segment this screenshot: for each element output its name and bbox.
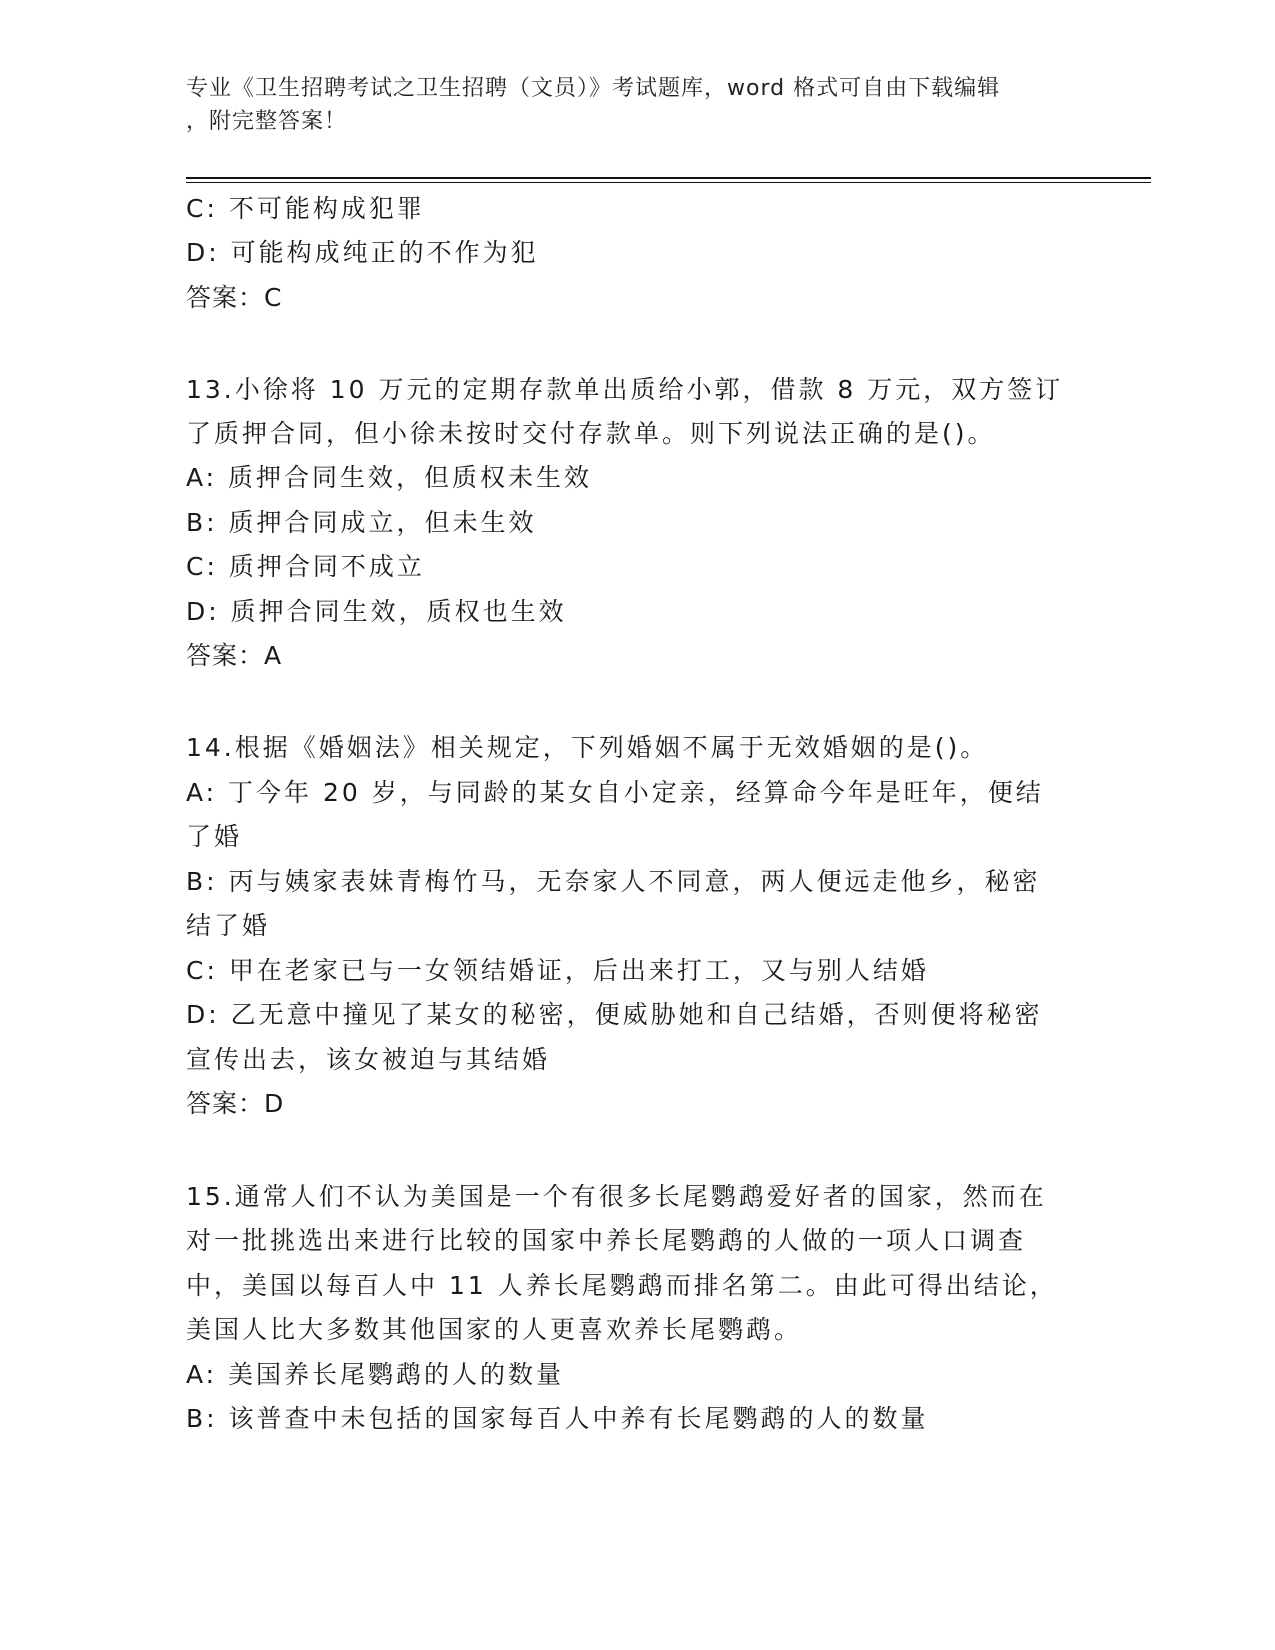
q14-option-b-line-2: 结了婚 <box>186 911 271 940</box>
q15-stem-line-4: 美国人比大多数其他国家的人更喜欢养长尾鹦鹉。 <box>186 1315 803 1344</box>
prev-answer: 答案：C <box>186 283 283 312</box>
q13-option-d: D: 质押合同生效，质权也生效 <box>186 597 567 626</box>
q14-option-b-line-1: B: 丙与姨家表妹青梅竹马，无奈家人不同意，两人便远走他乡，秘密 <box>186 867 1041 896</box>
header-line-2: ，附完整答案！ <box>186 109 348 134</box>
q14-stem: 14.根据《婚姻法》相关规定，下列婚姻不属于无效婚姻的是()。 <box>186 733 989 762</box>
q14-option-a-line-2: 了婚 <box>186 822 243 851</box>
q13-option-b: B: 质押合同成立，但未生效 <box>186 508 537 537</box>
document-header <box>186 72 1066 138</box>
q15-stem-line-1: 15.通常人们不认为美国是一个有很多长尾鹦鹉爱好者的国家，然而在 <box>186 1182 1047 1211</box>
q14-option-d-line-1: D: 乙无意中撞见了某女的秘密，便威胁她和自己结婚，否则便将秘密 <box>186 1000 1043 1029</box>
header-line-1: 专业《卫生招聘考试之卫生招聘（文员）》考试题库，word 格式可自由下载编辑 <box>186 76 1001 101</box>
q14-option-d-line-2: 宣传出去，该女被迫与其结婚 <box>186 1045 551 1074</box>
q14-answer: 答案：D <box>186 1089 285 1118</box>
q13-option-c: C: 质押合同不成立 <box>186 552 425 581</box>
q13-stem-line-1: 13.小徐将 10 万元的定期存款单出质给小郭，借款 8 万元，双方签订 <box>186 375 1064 404</box>
q14-option-c: C: 甲在老家已与一女领结婚证，后出来打工，又与别人结婚 <box>186 956 929 985</box>
q13-stem-line-2: 了质押合同，但小徐未按时交付存款单。则下列说法正确的是()。 <box>186 419 996 448</box>
header-divider-thin <box>186 182 1151 183</box>
header-divider-thick <box>186 177 1151 179</box>
prev-option-d: D: 可能构成纯正的不作为犯 <box>186 238 539 267</box>
q13-option-a: A: 质押合同生效，但质权未生效 <box>186 463 593 492</box>
q15-option-a: A: 美国养长尾鹦鹉的人的数量 <box>186 1360 565 1389</box>
q15-stem-line-3: 中，美国以每百人中 11 人养长尾鹦鹉而排名第二。由此可得出结论， <box>186 1271 1058 1300</box>
q13-answer: 答案：A <box>186 641 283 670</box>
q15-option-b: B: 该普查中未包括的国家每百人中养有长尾鹦鹉的人的数量 <box>186 1404 929 1433</box>
q14-option-a-line-1: A: 丁今年 20 岁，与同龄的某女自小定亲，经算命今年是旺年，便结 <box>186 778 1044 807</box>
prev-option-c: C: 不可能构成犯罪 <box>186 194 425 223</box>
q15-stem-line-2: 对一批挑选出来进行比较的国家中养长尾鹦鹉的人做的一项人口调查 <box>186 1226 1027 1255</box>
